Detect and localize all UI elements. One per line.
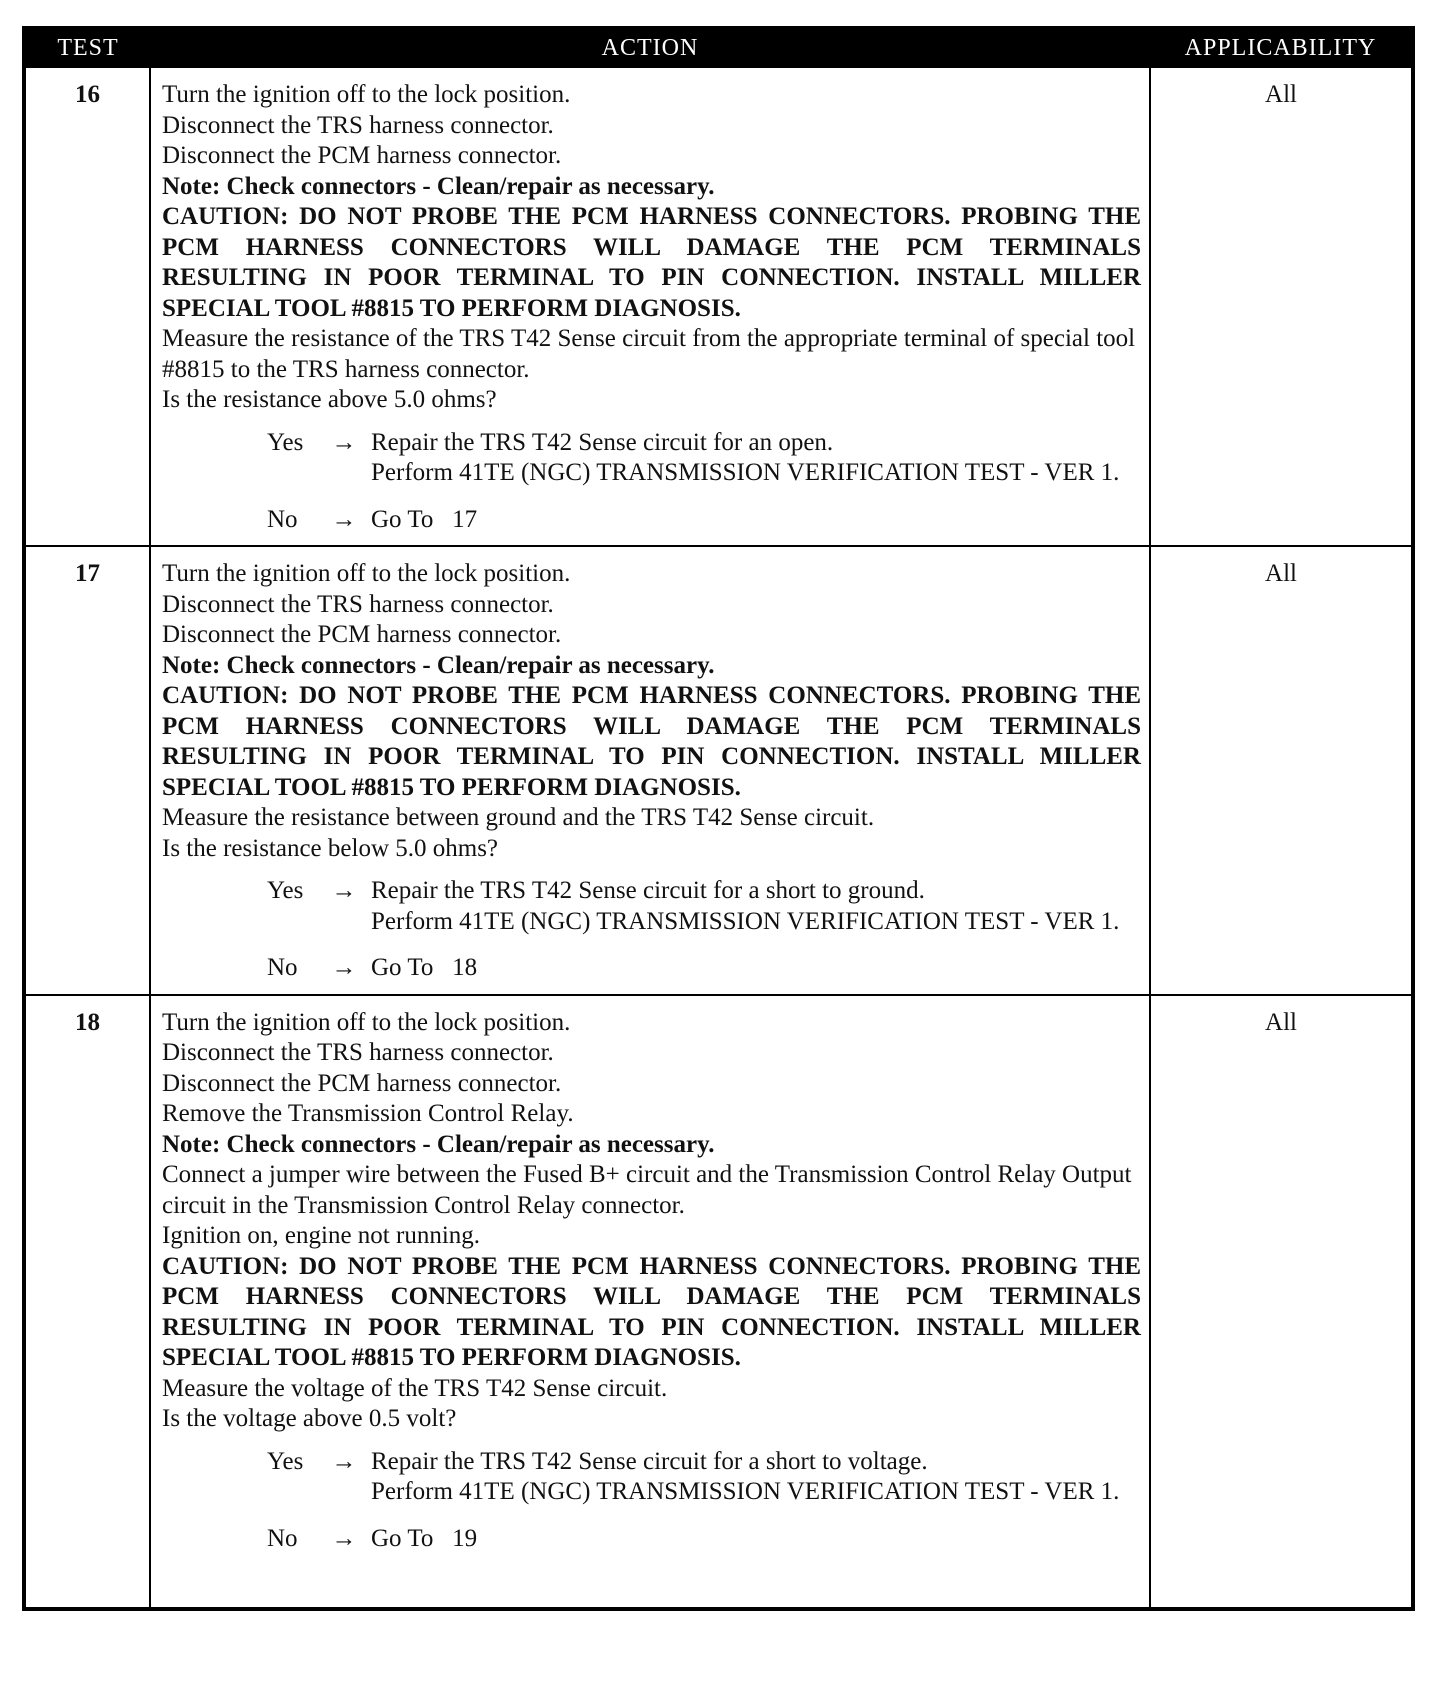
test-number: 17 [24, 546, 150, 995]
diagnostic-table [22, 26, 1415, 1611]
action-cell [150, 546, 1150, 995]
arrow-icon: → [331, 505, 357, 533]
step-line: Disconnect the TRS harness connector. [162, 590, 554, 618]
no-result [162, 953, 1141, 984]
arrow-icon: → [331, 428, 357, 456]
go-to-text: Go To 18 [371, 954, 478, 981]
caution-text: CAUTION: DO NOT PROBE THE PCM HARNESS CONNECTORS. PROBING THE PCM HARNESS CONNECTORS WILL DAMAGE THE PCM TERMINALS RESULTING IN POOR TERMINAL TO PIN CONNECTION. INSTALL MILLER SPECIAL TOOL #8815 TO PERFORM DIAGNOSIS. [162, 682, 1141, 801]
step-line: Disconnect the PCM harness connector. [162, 621, 562, 648]
ignition-instruction: Ignition on, engine not running. [162, 1222, 481, 1249]
header-applicability: APPLICABILITY [1150, 28, 1413, 67]
note-text: Note: Check connectors - Clean/repair as necessary. [162, 1130, 715, 1158]
note-text: Note: Check connectors - Clean/repair as necessary. [162, 651, 715, 679]
applicability-cell: All [1150, 995, 1413, 1609]
step-line: Disconnect the PCM harness connector. [162, 1069, 562, 1097]
go-to-text: Go To 19 [371, 1524, 478, 1552]
action-cell [150, 67, 1150, 546]
arrow-icon: → [331, 954, 357, 981]
question-text: Is the resistance above 5.0 ohms? [162, 386, 497, 413]
no-result [162, 1524, 1141, 1555]
verification-test-text: Perform 41TE (NGC) TRANSMISSION VERIFICATION TEST - VER 1. [371, 459, 1120, 486]
no-label: No [267, 1524, 298, 1552]
caution-text: CAUTION: DO NOT PROBE THE PCM HARNESS CONNECTORS. PROBING THE PCM HARNESS CONNECTORS WILL DAMAGE THE PCM TERMINALS RESULTING IN POOR TERMINAL TO PIN CONNECTION. INSTALL MILLER SPECIAL TOOL #8815 TO PERFORM DIAGNOSIS. [162, 203, 1141, 322]
step-line: Turn the ignition off to the lock position. [162, 81, 571, 108]
test-number: 18 [24, 995, 150, 1609]
step-line: Turn the ignition off to the lock position. [162, 1008, 571, 1036]
yes-result [162, 428, 1141, 489]
arrow-icon: → [331, 1447, 357, 1475]
table-row [24, 67, 1413, 546]
yes-action-text: Repair the TRS T42 Sense circuit for a short to voltage. [371, 1447, 928, 1475]
no-label: No [267, 505, 298, 533]
table-row [24, 995, 1413, 1609]
table-row [24, 546, 1413, 995]
question-text: Is the resistance below 5.0 ohms? [162, 834, 499, 862]
arrow-icon: → [331, 877, 357, 904]
header-test: TEST [24, 28, 150, 67]
no-result [162, 505, 1141, 536]
step-line: Turn the ignition off to the lock position. [162, 560, 571, 587]
table-header [24, 28, 1413, 67]
no-label: No [267, 954, 298, 981]
yes-action-text: Repair the TRS T42 Sense circuit for an open. [371, 428, 834, 456]
verification-test-text: Perform 41TE (NGC) TRANSMISSION VERIFICATION TEST - VER 1. [371, 1478, 1120, 1505]
measure-text: Measure the voltage of the TRS T42 Sense circuit. [162, 1374, 668, 1402]
step-line: Disconnect the TRS harness connector. [162, 111, 554, 139]
step-line: Disconnect the TRS harness connector. [162, 1039, 554, 1066]
yes-result [162, 876, 1141, 937]
test-number: 16 [24, 67, 150, 546]
applicability-cell: All [1150, 67, 1413, 546]
go-to-text: Go To 17 [371, 505, 478, 533]
diagnostic-page [22, 26, 1411, 1611]
measure-text: Measure the resistance of the TRS T42 Sense circuit from the appropriate terminal of special tool #8815 to the TRS harness connector. [162, 325, 1136, 383]
yes-label: Yes [267, 428, 304, 456]
question-text: Is the voltage above 0.5 volt? [162, 1405, 457, 1432]
header-action: ACTION [150, 28, 1150, 67]
arrow-icon: → [331, 1524, 357, 1552]
jumper-instruction: Connect a jumper wire between the Fused B+ circuit and the Transmission Control Relay Output circuit in the Transmission Control Relay connector. [162, 1161, 1132, 1219]
action-cell [150, 995, 1150, 1609]
yes-action-text: Repair the TRS T42 Sense circuit for a short to ground. [371, 877, 925, 904]
measure-text: Measure the resistance between ground and the TRS T42 Sense circuit. [162, 804, 875, 831]
yes-label: Yes [267, 1447, 304, 1475]
caution-text: CAUTION: DO NOT PROBE THE PCM HARNESS CONNECTORS. PROBING THE PCM HARNESS CONNECTORS WILL DAMAGE THE PCM TERMINALS RESULTING IN POOR TERMINAL TO PIN CONNECTION. INSTALL MILLER SPECIAL TOOL #8815 TO PERFORM DIAGNOSIS. [162, 1252, 1141, 1371]
yes-label: Yes [267, 877, 304, 904]
yes-result [162, 1447, 1141, 1508]
step-line: Disconnect the PCM harness connector. [162, 142, 562, 169]
applicability-cell: All [1150, 546, 1413, 995]
note-text: Note: Check connectors - Clean/repair as necessary. [162, 172, 715, 200]
verification-test-text: Perform 41TE (NGC) TRANSMISSION VERIFICATION TEST - VER 1. [371, 907, 1120, 935]
step-line: Remove the Transmission Control Relay. [162, 1100, 574, 1127]
